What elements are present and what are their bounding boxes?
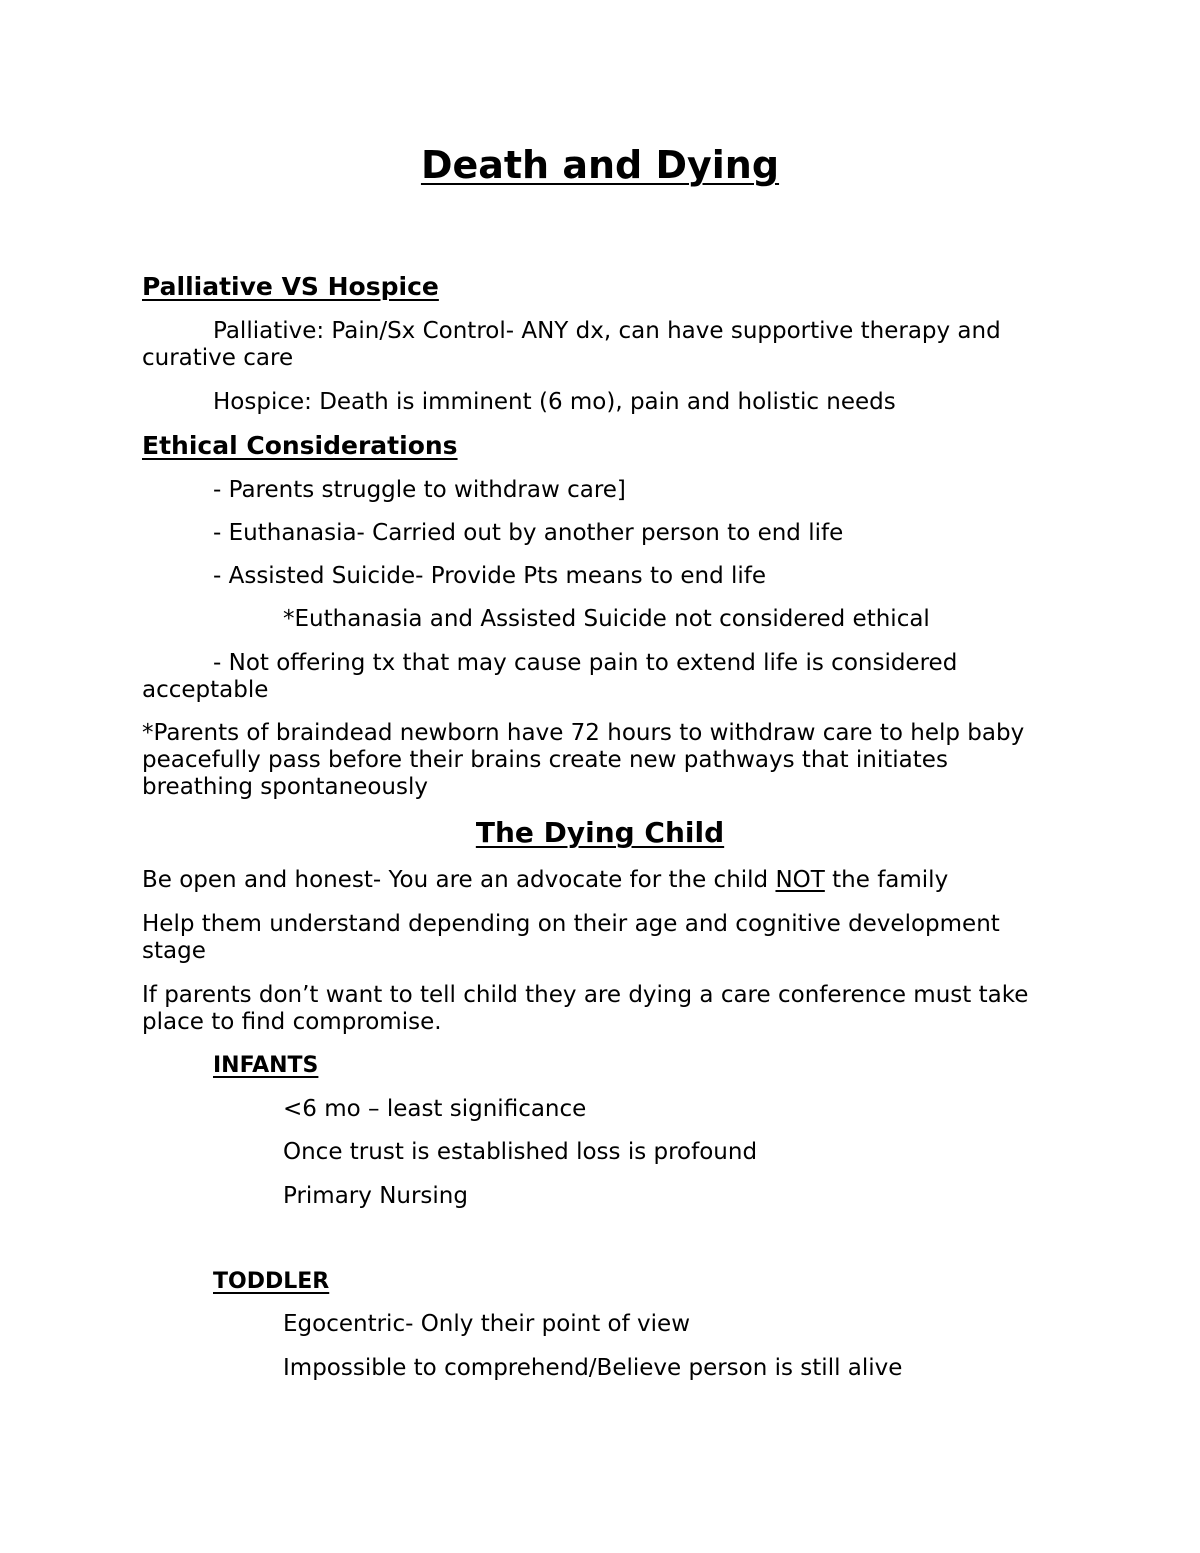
ethical-item-no-tx-line2: acceptable [142, 677, 269, 703]
heading-palliative-vs-hospice: Palliative VS Hospice [142, 272, 439, 301]
p1-text-before: Be open and honest- You are an advocate for the child [142, 867, 776, 893]
ethical-note: *Euthanasia and Assisted Suicide not considered ethical [283, 606, 930, 632]
ethical-item-withdraw-care: - Parents struggle to withdraw care] [213, 477, 626, 503]
p1-text-after: the family [824, 867, 949, 893]
toddler-item: Egocentric- Only their point of view [283, 1311, 691, 1337]
heading-dying-child: The Dying Child [475, 816, 725, 849]
braindead-note-line2: peacefully pass before their brains create new pathways that initiates [142, 747, 948, 773]
document-title: Death and Dying [420, 143, 780, 187]
ethical-item-assisted-suicide: - Assisted Suicide- Provide Pts means to end life [213, 563, 767, 589]
heading-toddler: TODDLER [213, 1269, 330, 1294]
palliative-definition-line1: Palliative: Pain/Sx Control- ANY dx, can have supportive therapy and [213, 318, 1001, 344]
infants-item: Once trust is established loss is profound [283, 1139, 758, 1165]
palliative-definition-line2: curative care [142, 345, 294, 371]
ethical-item-euthanasia: - Euthanasia- Carried out by another person to end life [213, 520, 844, 546]
ethical-item-no-tx-line1: - Not offering tx that may cause pain to extend life is considered [213, 650, 958, 676]
braindead-note-line3: breathing spontaneously [142, 774, 428, 800]
toddler-item: Impossible to comprehend/Believe person is still alive [283, 1355, 903, 1381]
heading-ethical-considerations: Ethical Considerations [142, 431, 458, 460]
dying-child-paragraph-3-line1: If parents don’t want to tell child they are dying a care conference must take [142, 982, 1029, 1008]
infants-item: <6 mo – least significance [283, 1096, 587, 1122]
dying-child-paragraph-1 [142, 867, 948, 894]
hospice-definition: Hospice: Death is imminent (6 mo), pain and holistic needs [213, 389, 896, 415]
infants-item: Primary Nursing [283, 1183, 468, 1209]
dying-child-paragraph-2-line2: stage [142, 938, 206, 964]
heading-infants: INFANTS [213, 1053, 319, 1078]
dying-child-paragraph-3-line2: place to find compromise. [142, 1009, 442, 1035]
p1-emphasis: NOT [775, 867, 825, 893]
braindead-note-line1: *Parents of braindead newborn have 72 hours to withdraw care to help baby [142, 720, 1025, 746]
dying-child-paragraph-2-line1: Help them understand depending on their age and cognitive development [142, 911, 1000, 937]
